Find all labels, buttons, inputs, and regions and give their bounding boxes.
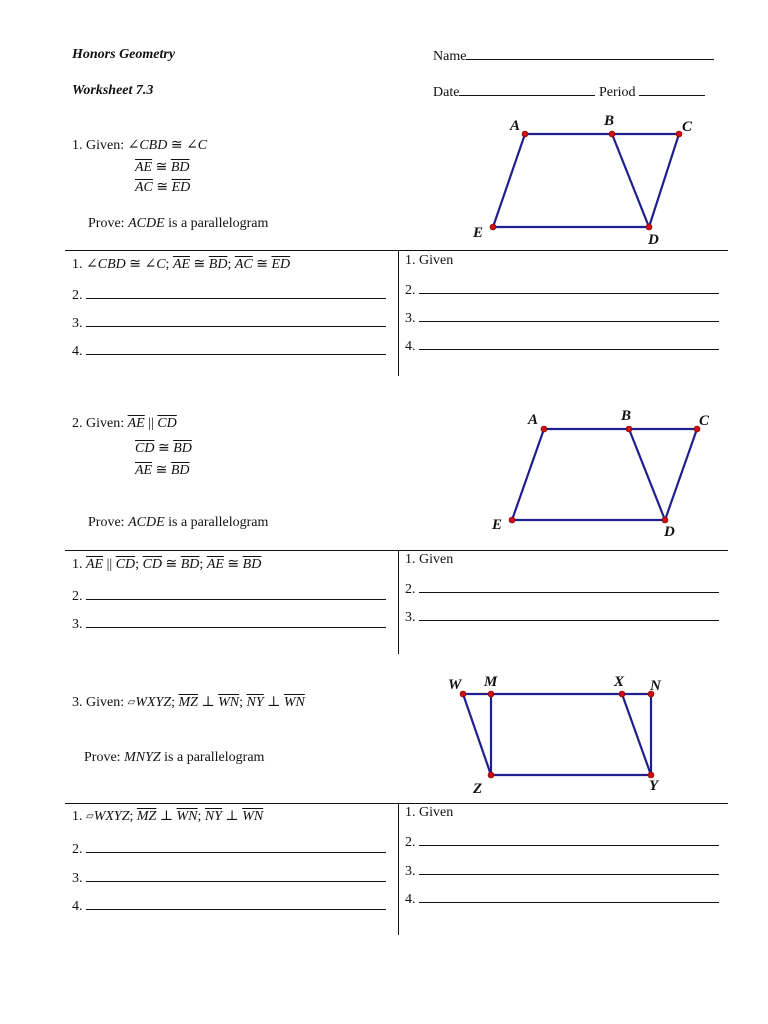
label-c: C	[699, 413, 710, 429]
problem-3-statement-4[interactable]: 4.	[72, 897, 386, 915]
label-e: E	[492, 517, 503, 533]
problem-1-prove: Prove: ACDE is a parallelogram	[88, 216, 269, 231]
problem-1-statement-2[interactable]: 2.	[72, 286, 386, 304]
problem-3-table-top	[65, 803, 728, 804]
course-title: Honors Geometry	[72, 47, 176, 62]
period-blank[interactable]	[639, 83, 705, 96]
problem-3-statement-3[interactable]: 3.	[72, 869, 386, 887]
problem-3-given-line: 3. Given: ▱WXYZ; $\overline{MZ}$ ⊥ $\overline{WN}$; $\overline{NY}$ ⊥ $\overline{WN}$	[72, 695, 305, 710]
problem-2-given-line-2: $\overline{CD}$ ≅ $\overline{BD}$	[135, 441, 192, 456]
problem-1-table-top	[65, 250, 728, 251]
problem-1-statement-3[interactable]: 3.	[72, 314, 386, 332]
label-d: D	[664, 524, 675, 540]
problem-2-prove: Prove: ACDE is a parallelogram	[88, 515, 269, 530]
point-x	[619, 691, 625, 697]
problem-1-statement-1: 1. ∠CBD ≅ ∠C; $\overline{AE}$ ≅ $\overline{BD}$; $\overline{AC}$ ≅ $\overline{ED}$	[72, 257, 291, 272]
point-d	[662, 517, 668, 523]
problem-2-reason-2[interactable]: 2.	[405, 580, 719, 598]
problem-2-figure	[490, 404, 720, 544]
problem-2-statement-2[interactable]: 2.	[72, 587, 386, 605]
segment-bd	[612, 134, 649, 227]
name-field[interactable]	[433, 47, 714, 65]
problem-2-table-divider	[398, 550, 399, 654]
problem-1-table-divider	[398, 250, 399, 376]
label-x: X	[614, 674, 625, 690]
label-n: N	[650, 678, 661, 694]
label-b: B	[621, 408, 632, 424]
problem-2-reason-1: 1. Given	[405, 552, 454, 567]
problem-1-reason-2[interactable]: 2.	[405, 281, 719, 299]
point-e	[490, 224, 496, 230]
problem-3-statement-1: 1. ▱WXYZ; $\overline{MZ}$ ⊥ $\overline{WN}$; $\overline{NY}$ ⊥ $\overline{WN}$	[72, 809, 264, 824]
parallelogram-acde	[512, 429, 697, 520]
label-a: A	[528, 412, 539, 428]
segment-xy	[622, 694, 651, 775]
parallelogram-acde	[493, 134, 679, 227]
label-w: W	[448, 677, 462, 693]
problem-1-reason-4[interactable]: 4.	[405, 337, 719, 355]
parallelogram-symbol-icon: ▱	[127, 697, 136, 708]
label-z: Z	[473, 781, 483, 797]
label-y: Y	[649, 778, 659, 794]
point-b	[609, 131, 615, 137]
problem-3-figure	[440, 672, 680, 802]
problem-1-statement-4[interactable]: 4.	[72, 342, 386, 360]
point-a	[522, 131, 528, 137]
problem-2-table-top	[65, 550, 728, 551]
label-e: E	[473, 225, 484, 241]
period-label: Period	[598, 85, 636, 100]
problem-3-reason-4[interactable]: 4.	[405, 890, 719, 908]
problem-1-figure	[470, 110, 710, 250]
date-blank[interactable]	[459, 83, 595, 96]
segment-bd	[629, 429, 665, 520]
problem-3-reason-2[interactable]: 2.	[405, 833, 719, 851]
problem-3-statement-2[interactable]: 2.	[72, 840, 386, 858]
point-d	[646, 224, 652, 230]
problem-2-given-line-3: $\overline{AE}$ ≅ $\overline{BD}$	[135, 463, 190, 478]
problem-3-reason-1: 1. Given	[405, 805, 454, 820]
problem-1-reason-1: 1. Given	[405, 253, 454, 268]
problem-2-statement-1: 1. $\overline{AE}$ || $\overline{CD}$; $\overline{CD}$ ≅ $\overline{BD}$; $\overline{AE}$ ≅ $\overline{BD}$	[72, 557, 262, 572]
problem-3-prove: Prove: MNYZ is a parallelogram	[84, 750, 265, 765]
problem-1-reason-3[interactable]: 3.	[405, 309, 719, 327]
label-d: D	[648, 232, 659, 248]
problem-3-table-divider	[398, 803, 399, 935]
label-b: B	[604, 113, 615, 129]
point-b	[626, 426, 632, 432]
point-m	[488, 691, 494, 697]
date-period-fields	[433, 83, 705, 101]
problem-2-given-line-1: 2. Given: $\overline{AE}$ || $\overline{CD}$	[72, 416, 177, 431]
problem-1-given-line-2: $\overline{AE}$ ≅ $\overline{BD}$	[135, 160, 190, 175]
problem-2-statement-3[interactable]: 3.	[72, 615, 386, 633]
label-m: M	[484, 674, 498, 690]
name-label: Name	[433, 49, 467, 64]
problem-3-reason-3[interactable]: 3.	[405, 862, 719, 880]
point-e	[509, 517, 515, 523]
worksheet-title: Worksheet 7.3	[72, 83, 154, 98]
point-z	[488, 772, 494, 778]
problem-2-reason-3[interactable]: 3.	[405, 608, 719, 626]
label-a: A	[510, 118, 521, 134]
name-blank[interactable]	[466, 47, 714, 60]
date-label: Date	[433, 85, 460, 100]
parallelogram-symbol-icon: ▱	[86, 811, 94, 822]
problem-1-given-line-1: 1. Given: ∠CBD ≅ ∠C	[72, 138, 208, 153]
problem-1-given-line-3: $\overline{AC}$ ≅ $\overline{ED}$	[135, 180, 191, 195]
label-c: C	[682, 119, 693, 135]
point-a	[541, 426, 547, 432]
